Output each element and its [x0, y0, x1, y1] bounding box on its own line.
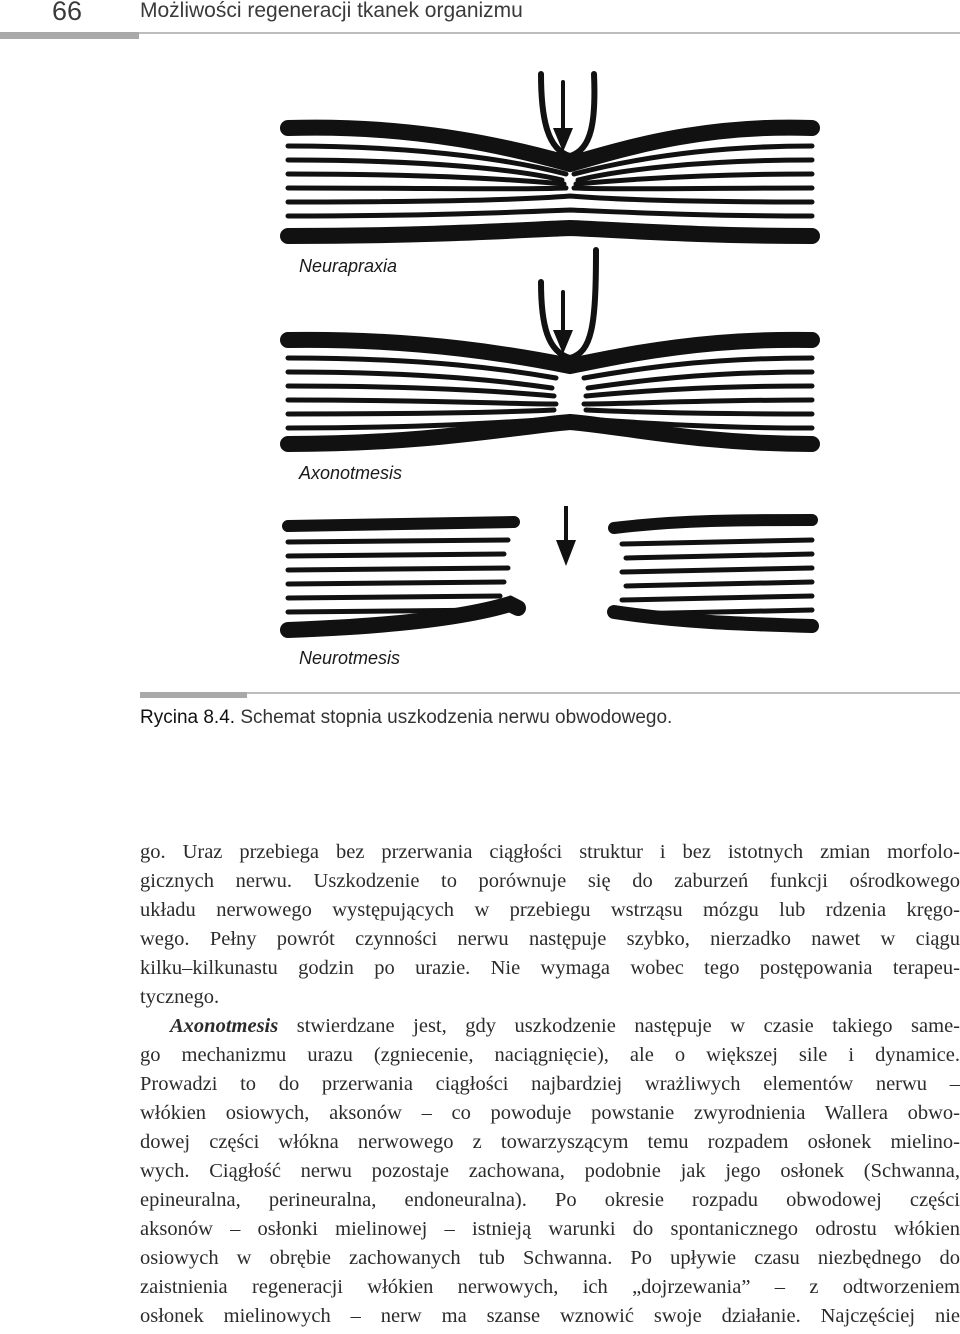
- text-line: osłonek mielinowych – nerw ma szanse wznowić swoje działanie. Najczęściej nie: [140, 1305, 960, 1327]
- panel-label-axonotmesis: Axonotmesis: [299, 463, 403, 483]
- nerve-injury-figure: [0, 60, 960, 680]
- axonotmesis-diagram: [288, 250, 812, 444]
- text-line: epineuralna, perineuralna, endoneuralna). Po okresie rozpadu obwodowej części: [140, 1189, 960, 1211]
- panel-label-neurapraxia: Neurapraxia: [299, 256, 398, 276]
- text-line: kilku–kilkunastu godzin po urazie. Nie wymaga wobec tego postępowania terapeu-: [140, 957, 960, 979]
- text-line: go. Uraz przebiega bez przerwania ciągłości struktur i bez istotnych zmian morfolo-: [140, 841, 960, 863]
- text-line: dowej części włókna nerwowego z towarzyszącym temu rozpadem osłonek mielino-: [140, 1131, 960, 1153]
- text-fragment: stwierdzane jest, gdy uszkodzenie następuje w czasie takiego same-: [278, 1015, 960, 1037]
- text-line: tycznego.: [140, 986, 220, 1008]
- caption-rule-accent: [140, 692, 247, 698]
- caption-rule: [247, 692, 960, 694]
- chapter-title: Możliwości regeneracji tkanek organizmu: [140, 0, 523, 22]
- text-line: wych. Ciągłość nerwu pozostaje zachowana, podobnie jak jego osłonek (Schwanna,: [140, 1160, 960, 1182]
- text-line: włókien osiowych, aksonów – co powoduje powstanie zwyrodnienia Wallera obwo-: [140, 1102, 960, 1124]
- paragraph-1: [140, 838, 960, 1012]
- neurapraxia-diagram: [288, 74, 812, 236]
- arrow-down-icon: [556, 540, 576, 566]
- caption-text: Schemat stopnia uszkodzenia nerwu obwodowego.: [240, 707, 673, 728]
- text-line: go mechanizmu urazu (zgniecenie, naciągnięcie), ale o większej sile i dynamice.: [140, 1044, 960, 1066]
- text-line: wego. Pełny powrót czynności nerwu następuje szybko, nierzadko nawet w ciągu: [140, 928, 960, 950]
- figure-caption: [140, 707, 672, 729]
- neurotmesis-diagram: [288, 520, 812, 630]
- text-line: Prowadzi to do przerwania ciągłości najbardziej wrażliwych elementów nerwu –: [140, 1073, 960, 1095]
- page-number: 66: [52, 0, 83, 26]
- paragraph-2: [140, 1012, 960, 1331]
- header-rule: [139, 32, 960, 34]
- text-line: aksonów – osłonki mielinowej – istnieją warunki do spontanicznego odrostu włókien: [140, 1218, 960, 1240]
- text-line: [140, 1012, 960, 1041]
- header-rule-accent: [0, 32, 139, 39]
- body-text: [140, 838, 960, 1331]
- panel-label-neurotmesis: Neurotmesis: [299, 648, 401, 668]
- text-line: gicznych nerwu. Uszkodzenie to porównuje się do zaburzeń funkcji ośrodkowego: [140, 870, 960, 892]
- term-axonotmesis: Axonotmesis: [170, 1015, 279, 1037]
- text-line: układu nerwowego występujących w przebiegu wstrząsu mózgu lub rdzenia kręgo-: [140, 899, 960, 921]
- text-line: osiowych w obrębie zachowanych tub Schwanna. Po upływie czasu niezbędnego do: [140, 1247, 960, 1269]
- text-line: zaistnienia regeneracji włókien nerwowych, ich „dojrzewania” – z odtworzeniem: [140, 1276, 960, 1298]
- caption-label: Rycina 8.4.: [140, 707, 236, 728]
